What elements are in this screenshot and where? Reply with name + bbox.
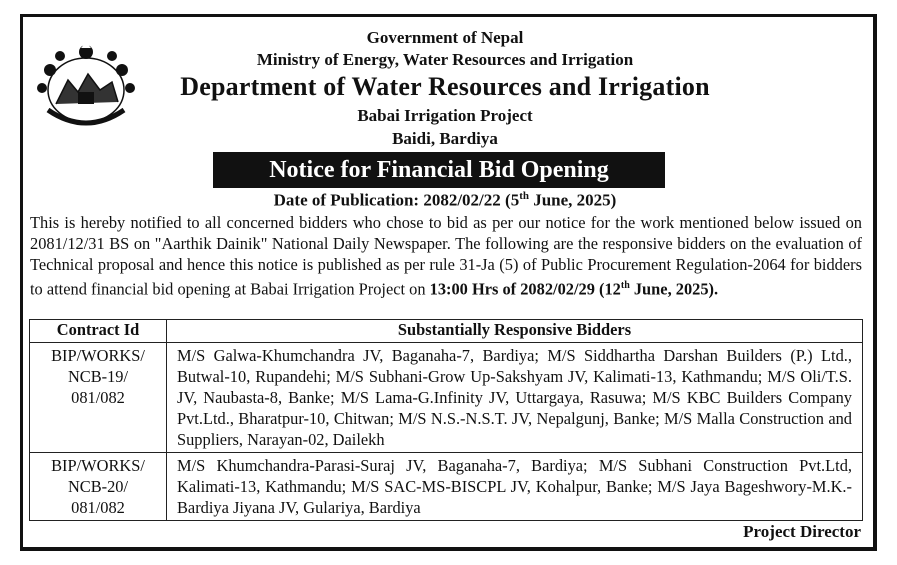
contract-id-cell: BIP/WORKS/ NCB-19/ 081/082 (30, 343, 167, 453)
table-row (30, 343, 863, 453)
responsive-bidders-table (29, 319, 863, 521)
project-title: Babai Irrigation Project (357, 106, 533, 125)
table-row (30, 453, 863, 521)
department-title: Department of Water Resources and Irrigation (180, 72, 710, 101)
bidders-header: Substantially Responsive Bidders (167, 320, 863, 343)
notice-body: This is hereby notified to all concerned bidders who chose to bid as per our notice for the work mentioned below issued on 2081/12/31 BS on "Aarthik Dainik" National Daily Newspaper. The following are the responsive bidders on the evaluation of Technical proposal and hence this notice is published as per rule 31-Ja (5) of Public Procurement Regulation-2064 for bidders to attend financial bid opening at Babai Irrigation Project on 13:00 Hrs of 2082/02/29 (12th June, 2025). (30, 213, 862, 299)
nepal-government-emblem (30, 40, 142, 136)
bidders-cell: M/S Khumchandra-Parasi-Suraj JV, Baganaha-7, Bardiya; M/S Subhani Construction Pvt.Ltd, Kalimati-13, Kathmandu; M/S SAC-MS-BISCPL JV, Kohalpur, Banke; M/S Jaya Bageshwory-M.K.-Bardiya Jiyana JV, Gulariya, Bardiya (167, 453, 863, 521)
signature: Project Director (743, 522, 861, 541)
contract-id-cell: BIP/WORKS/ NCB-20/ 081/082 (30, 453, 167, 521)
bidders-cell: M/S Galwa-Khumchandra JV, Baganaha-7, Bardiya; M/S Siddhartha Darshan Builders (P.) Ltd., Butwal-10, Rupandehi; M/S Subhani-Grow Up-Sakshyam JV, Kalimati-13, Kathmandu; M/S Oli/T.S. JV, Naubasta-8, Banke; M/S Lama-G.Infinity JV, Uttargaya, Rasuwa; M/S KBC Builders Company Pvt.Ltd., Bharatpur-10, Chitwan; M/S N.S.-N.S.T. JV, Nepalgunj, Banke; M/S Malla Construction and Suppliers, Narayan-02, Dailekh (167, 343, 863, 453)
government-title: Government of Nepal (366, 28, 524, 47)
location-title: Baidi, Bardiya (392, 129, 498, 148)
ministry-title: Ministry of Energy, Water Resources and Irrigation (256, 50, 634, 69)
notice-title: Notice for Financial Bid Opening (213, 152, 665, 188)
publication-date: Date of Publication: 2082/02/22 (5th June, 2025) (273, 190, 617, 210)
contract-id-header: Contract Id (30, 320, 167, 343)
table-header-row (30, 320, 863, 343)
